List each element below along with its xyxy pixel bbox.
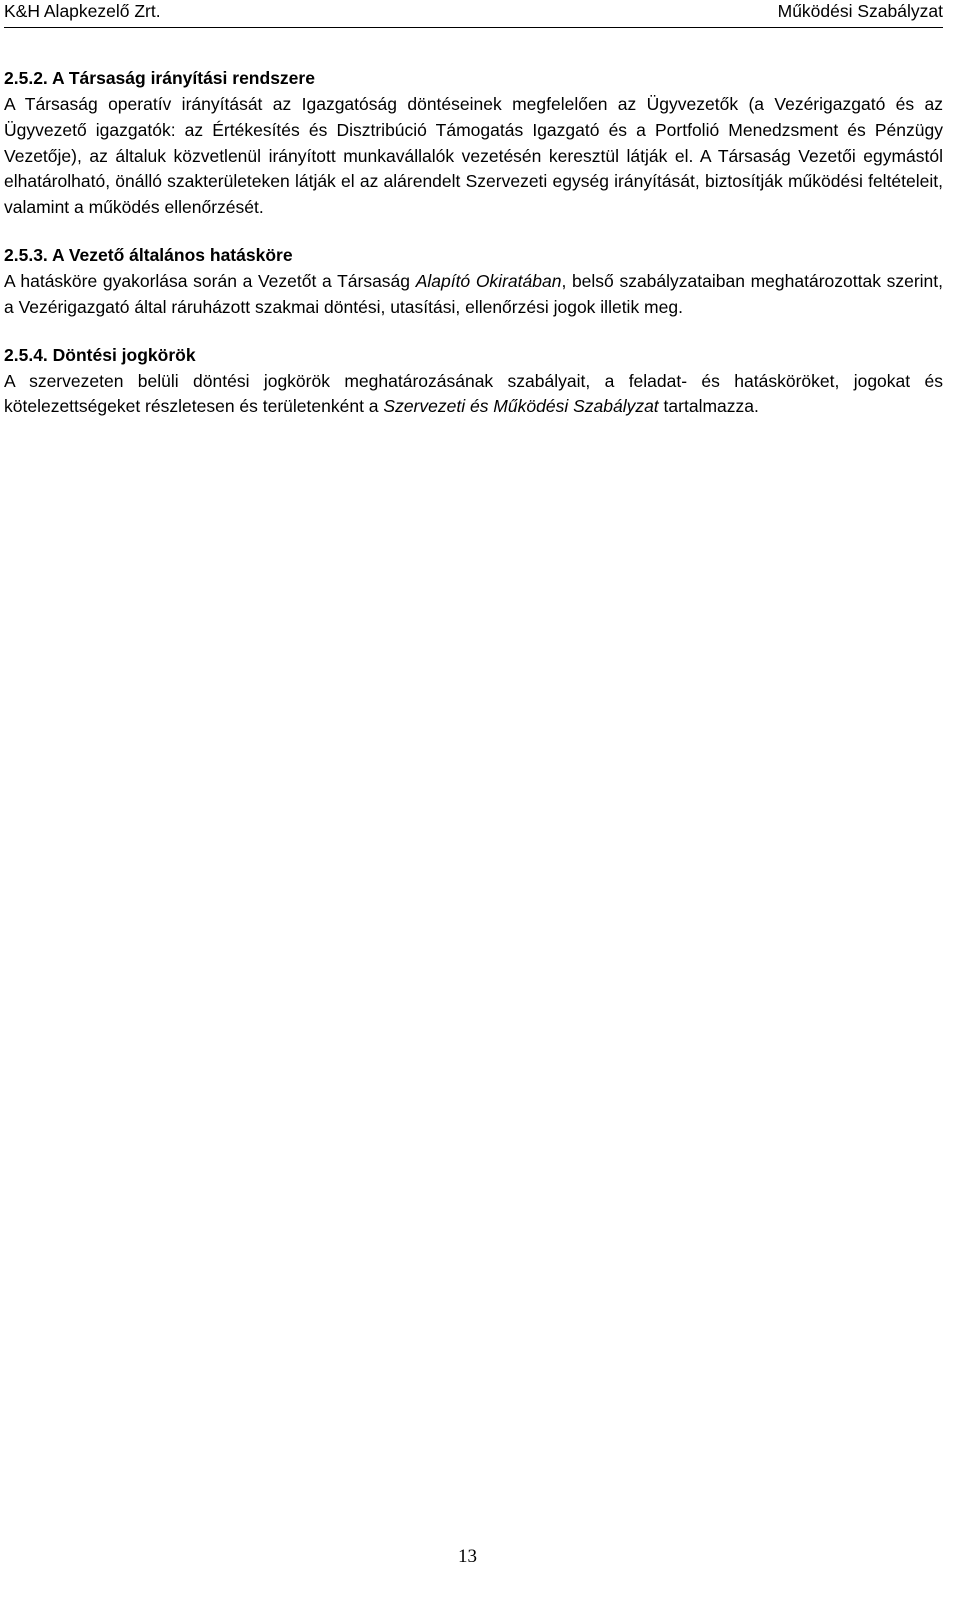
section-paragraph [4,269,943,321]
section-2-5-3 [4,243,943,321]
section-heading: 2.5.2. A Társaság irányítási rendszere [4,68,315,88]
paragraph-italic-reference: Alapító Okiratában [415,270,562,291]
page-header [4,0,943,28]
section-2-5-2 [4,66,943,221]
document-body [4,66,943,420]
section-heading: 2.5.4. Döntési jogkörök [4,344,196,365]
header-document-title: Működési Szabályzat [777,1,943,21]
page-number: 13 [458,1546,477,1567]
header-company-name: K&H Alapkezelő Zrt. [4,1,161,21]
section-paragraph [4,369,943,421]
paragraph-text: A szervezeten belüli döntési jogkörök meghatározásának szabályait, a feladat- és hatásköröket, jogokat és kötelezettségeket részletesen és területenként a [4,370,943,417]
paragraph-text: A hatásköre gyakorlása során a Vezetőt a Társaság [4,270,416,291]
section-paragraph: A Társaság operatív irányítását az Igazgatóság döntéseinek megfelelően az Ügyvezetők (a Vezérigazgató és az Ügyvezető igazgatók: az Értékesítés és Disztribúció Támogatás Igazgató és a Portfolió Menedzsment és Pénzügy Vezetője), az általuk közvetlenül irányított munkavállalók vezetésén keresztül látják el. A Társaság Vezetői egymástól elhatárolható, önálló szakterületeken látják el az alárendelt Szervezeti egység irányítását, biztosítják működési feltételeit, valamint a működés ellenőrzését. [4,94,943,218]
paragraph-italic-reference: Szervezeti és Működési Szabályzat [383,396,659,417]
section-heading: 2.5.3. A Vezető általános hatásköre [4,244,293,265]
section-2-5-4 [4,343,943,421]
paragraph-text: , belső szabályzataiban meghatározottak szerint, a Vezérigazgató által ráruházott szakmai döntési, utasítási, ellenőrzési jogok illetik meg. [4,270,944,317]
paragraph-text: tartalmazza. [658,396,759,417]
